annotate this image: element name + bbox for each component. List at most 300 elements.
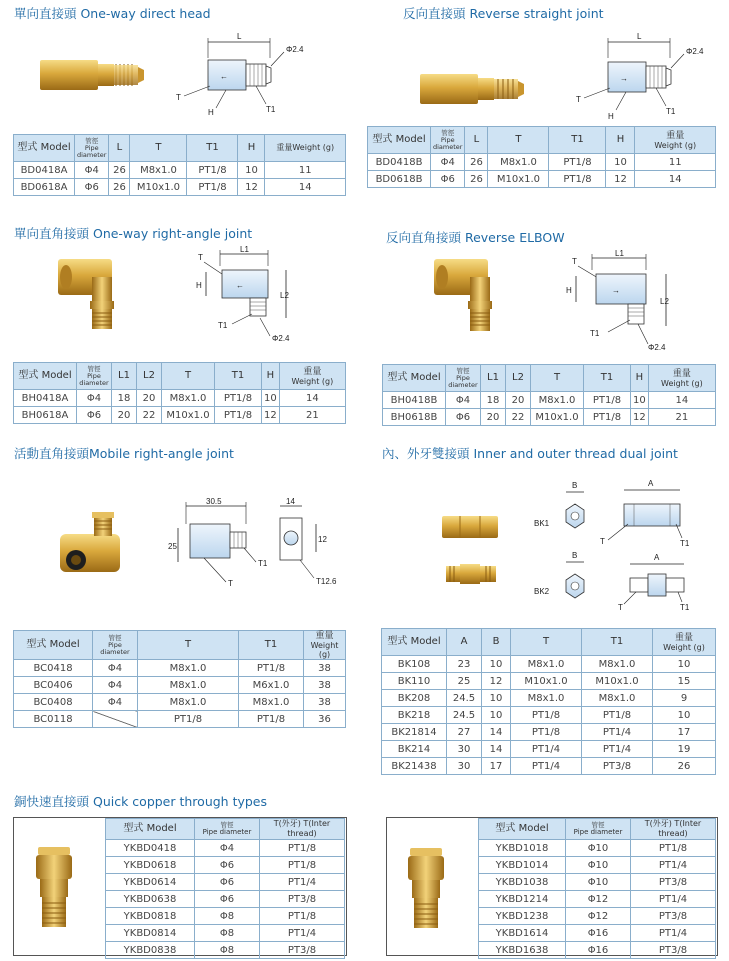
- table-cell: 19: [653, 741, 716, 758]
- dim-T1: T1: [666, 107, 676, 116]
- table-header-cell: [304, 631, 346, 660]
- header-label: Weight (g): [663, 642, 705, 652]
- table-header-cell: 型式 Model: [14, 363, 77, 390]
- dim-T1-2: T1: [680, 603, 690, 612]
- table-header-cell: T1: [549, 127, 606, 154]
- table-header-cell: 型式 Model: [368, 127, 431, 154]
- table-cell: PT1/4: [511, 741, 582, 758]
- dim-T: T: [176, 93, 181, 102]
- dim-H: H: [208, 108, 214, 117]
- table-cell: BD0418B: [368, 154, 431, 171]
- table-cell: BH0418B: [383, 392, 446, 409]
- table-row: [14, 694, 346, 711]
- one-way-right-angle-diagram: [192, 244, 302, 344]
- table-cell: 26: [465, 154, 488, 171]
- table-cell: PT1/8: [549, 171, 606, 188]
- table-cell: Φ4: [93, 677, 138, 694]
- dim-H: H: [196, 281, 202, 290]
- dim-phi: Φ2.4: [286, 45, 304, 54]
- table-row: [382, 656, 716, 673]
- table-cell: 25: [447, 673, 482, 690]
- table-cell: M8x1.0: [138, 677, 239, 694]
- table-row: [106, 942, 345, 959]
- table-cell: Φ10: [566, 874, 631, 891]
- table-cell: BK214: [382, 741, 447, 758]
- header-label: 管徑: [85, 136, 99, 145]
- table-row: [479, 891, 716, 908]
- dim-12: 12: [318, 535, 327, 544]
- table-header-cell: [77, 363, 112, 390]
- header-label: 管徑: [87, 364, 101, 373]
- table-header-cell: T: [138, 631, 239, 660]
- table-cell: M8x1.0: [130, 162, 187, 179]
- table-cell: Φ4: [93, 660, 138, 677]
- table-header-cell: [446, 365, 481, 392]
- table-header-cell: T1: [187, 135, 238, 162]
- table-cell: 14: [265, 179, 346, 196]
- table-header-cell: [279, 363, 345, 390]
- table-cell: Φ10: [566, 840, 631, 857]
- dim-T1: T1: [258, 559, 268, 568]
- table-cell: YKBD1014: [479, 857, 566, 874]
- table-row: [382, 707, 716, 724]
- table-cell: 10: [262, 390, 280, 407]
- table-header-cell: T: [511, 629, 582, 656]
- table-cell: YKBD0818: [106, 908, 195, 925]
- header-label: diameter: [448, 380, 478, 389]
- table-row: [14, 660, 346, 677]
- table-cell: M8x1.0: [138, 660, 239, 677]
- table-header-cell: 型式 Model: [383, 365, 446, 392]
- flow-arrow-icon: ←: [236, 281, 244, 290]
- table-cell: 18: [481, 392, 506, 409]
- table-cell: 26: [109, 162, 130, 179]
- table-cell: Φ6: [446, 409, 481, 426]
- section-title-quick-copper: 銅快速直接頭 Quick copper through types: [14, 794, 268, 809]
- table-row: [106, 840, 345, 857]
- table-cell: 10: [238, 162, 265, 179]
- mobile-right-angle-photo: [54, 508, 134, 583]
- table-cell: PT3/8: [260, 942, 345, 959]
- table-cell: 14: [482, 741, 511, 758]
- table-header-row: [479, 819, 716, 840]
- table-cell: BC0408: [14, 694, 93, 711]
- table-cell: YKBD1638: [479, 942, 566, 959]
- header-label: diameter: [433, 142, 463, 151]
- section-title-reverse-elbow: 反向直角接頭 Reverse ELBOW: [386, 230, 565, 245]
- header-label: 管徑: [591, 821, 605, 829]
- dim-B-2: B: [572, 551, 578, 560]
- table-header-cell: [631, 819, 716, 840]
- table-cell: PT1/4: [631, 925, 716, 942]
- table-cell: Φ4: [77, 390, 112, 407]
- dual-joint-photo: [438, 510, 504, 590]
- header-label: 重量Weight (g): [276, 143, 335, 152]
- table-cell: 15: [653, 673, 716, 690]
- table-cell: Φ6: [75, 179, 109, 196]
- section-title-reverse-straight: 反向直接頭 Reverse straight joint: [403, 6, 604, 21]
- header-label: 管徑: [220, 821, 234, 829]
- table-cell: YKBD1614: [479, 925, 566, 942]
- table-cell: PT1/8: [215, 407, 262, 424]
- table-cell: PT1/8: [584, 409, 631, 426]
- table-cell: Φ8: [195, 942, 260, 959]
- table-header-cell: L: [465, 127, 488, 154]
- table-header-cell: 型式 Model: [382, 629, 447, 656]
- table-cell: M6x1.0: [239, 677, 304, 694]
- header-label: diameter: [79, 378, 109, 387]
- reverse-elbow-photo: [430, 255, 520, 335]
- dim-L1: L1: [240, 245, 249, 254]
- table-cell: PT1/8: [511, 724, 582, 741]
- dim-L2: L2: [660, 297, 669, 306]
- table-row: [479, 874, 716, 891]
- table-cell: YKBD0418: [106, 840, 195, 857]
- dim-30-5: 30.5: [206, 497, 222, 506]
- table-cell: YKBD1238: [479, 908, 566, 925]
- table-cell: 38: [304, 660, 346, 677]
- table-cell: M10x1.0: [130, 179, 187, 196]
- table-row: [14, 677, 346, 694]
- table-header-cell: 型式 Model: [14, 135, 75, 162]
- table-cell: PT1/8: [584, 392, 631, 409]
- table-header-cell: T: [162, 363, 215, 390]
- header-label: 管徑: [441, 128, 455, 137]
- table-row: [14, 179, 346, 196]
- table-cell: M8x1.0: [162, 390, 215, 407]
- table-header-cell: [260, 819, 345, 840]
- table-cell: PT1/4: [582, 741, 653, 758]
- dim-L1: L1: [615, 249, 624, 258]
- table-row: [106, 925, 345, 942]
- table-header-cell: H: [606, 127, 635, 154]
- header-label: Weight (g): [310, 641, 339, 659]
- table-cell: BH0618B: [383, 409, 446, 426]
- table-header-cell: T1: [215, 363, 262, 390]
- dim-T: T: [576, 95, 581, 104]
- dim-L: L: [237, 32, 242, 41]
- header-label: T(外牙) T(Inter thread): [273, 819, 331, 838]
- table-cell: 20: [112, 407, 137, 424]
- table-row: [368, 171, 716, 188]
- table-cell: Φ8: [195, 925, 260, 942]
- table-cell: BK21438: [382, 758, 447, 775]
- table-cell: M10x1.0: [162, 407, 215, 424]
- table-cell: YKBD0814: [106, 925, 195, 942]
- table-cell: 12: [631, 409, 649, 426]
- table-cell: 10: [482, 690, 511, 707]
- table-header-cell: H: [631, 365, 649, 392]
- table-cell: PT1/8: [549, 154, 606, 171]
- table-header-row: [14, 135, 346, 162]
- table-row: [106, 857, 345, 874]
- table-header-cell: L: [109, 135, 130, 162]
- dim-T: T: [198, 253, 203, 262]
- header-label: 重量: [315, 631, 334, 641]
- table-cell: 26: [109, 179, 130, 196]
- table-row: [479, 840, 716, 857]
- table-cell: BD0418A: [14, 162, 75, 179]
- table-cell: 26: [653, 758, 716, 775]
- table-cell: 20: [481, 409, 506, 426]
- table-cell: YKBD0618: [106, 857, 195, 874]
- table-cell: Φ4: [93, 694, 138, 711]
- table-row: [382, 673, 716, 690]
- table-cell: BC0418: [14, 660, 93, 677]
- table-cell: Φ6: [195, 874, 260, 891]
- table-cell: YKBD1018: [479, 840, 566, 857]
- dim-14: 14: [286, 497, 295, 506]
- table-header-cell: B: [482, 629, 511, 656]
- dim-T1: T1: [218, 321, 228, 330]
- table-header-cell: T1: [584, 365, 631, 392]
- header-label: Pipe: [84, 143, 99, 152]
- table-row: [479, 942, 716, 959]
- table-header-cell: L2: [506, 365, 531, 392]
- header-label: 管徑: [456, 366, 470, 375]
- table-cell: Φ4: [446, 392, 481, 409]
- table-cell: YKBD0838: [106, 942, 195, 959]
- table-cell: Φ6: [431, 171, 465, 188]
- table-cell: 12: [238, 179, 265, 196]
- table-cell: Φ12: [566, 908, 631, 925]
- table-cell: 10: [606, 154, 635, 171]
- table-cell: PT1/8: [239, 711, 304, 728]
- table-cell: M8x1.0: [239, 694, 304, 711]
- reverse-elbow-table: [382, 364, 716, 426]
- one-way-right-angle-table: [13, 362, 346, 424]
- table-cell: BH0618A: [14, 407, 77, 424]
- header-label: Weight (g): [661, 378, 703, 388]
- mobile-right-angle-table: [13, 630, 346, 728]
- table-cell: M10x1.0: [488, 171, 549, 188]
- table-cell: 14: [635, 171, 716, 188]
- header-label: Pipe: [456, 373, 470, 382]
- table-cell: 24.5: [447, 690, 482, 707]
- dim-L2: L2: [280, 291, 289, 300]
- table-cell: YKBD1214: [479, 891, 566, 908]
- table-cell: YKBD1038: [479, 874, 566, 891]
- table-cell: 10: [482, 656, 511, 673]
- header-label: diameter: [77, 150, 107, 159]
- table-cell: PT1/8: [631, 840, 716, 857]
- table-cell: Φ6: [77, 407, 112, 424]
- one-way-right-angle-photo: [48, 255, 138, 335]
- reverse-straight-table: [367, 126, 716, 188]
- dim-A-1: A: [648, 479, 654, 488]
- table-row: [106, 874, 345, 891]
- table-cell: 23: [447, 656, 482, 673]
- table-cell: PT1/8: [260, 908, 345, 925]
- table-cell: 9: [653, 690, 716, 707]
- table-cell: M10x1.0: [511, 673, 582, 690]
- table-row: [14, 162, 346, 179]
- one-way-direct-photo: [38, 50, 148, 100]
- table-cell: Φ16: [566, 942, 631, 959]
- table-cell: YKBD0614: [106, 874, 195, 891]
- table-header-row: [383, 365, 716, 392]
- table-header-cell: T: [488, 127, 549, 154]
- table-cell: PT3/8: [631, 874, 716, 891]
- section-title-one-way-direct: 單向直接頭 One-way direct head: [14, 6, 211, 21]
- table-cell: 22: [506, 409, 531, 426]
- dim-A-2: A: [654, 553, 660, 562]
- dim-T-1: T: [600, 537, 605, 546]
- dim-B-1: B: [572, 481, 578, 490]
- table-cell: 11: [265, 162, 346, 179]
- table-cell: M8x1.0: [138, 694, 239, 711]
- table-row: [382, 741, 716, 758]
- table-cell: Φ16: [566, 925, 631, 942]
- table-row: [14, 407, 346, 424]
- table-header-cell: [566, 819, 631, 840]
- table-header-row: [14, 631, 346, 660]
- reverse-straight-diagram: [570, 30, 704, 122]
- table-header-row: [368, 127, 716, 154]
- table-header-cell: [653, 629, 716, 656]
- flow-arrow-icon: →: [612, 286, 620, 295]
- table-cell: 21: [279, 407, 345, 424]
- table-row: [382, 724, 716, 741]
- table-cell: 30: [447, 758, 482, 775]
- quick-copper-table-right: [478, 818, 716, 959]
- table-header-row: [382, 629, 716, 656]
- table-header-cell: [265, 135, 346, 162]
- dim-T1-1: T1: [680, 539, 690, 548]
- table-cell: M8x1.0: [488, 154, 549, 171]
- table-header-cell: [93, 631, 138, 660]
- table-row: [368, 154, 716, 171]
- table-cell: PT1/8: [187, 162, 238, 179]
- dim-T-2: T: [618, 603, 623, 612]
- table-cell: 30: [447, 741, 482, 758]
- table-cell: YKBD0638: [106, 891, 195, 908]
- header-label: 重量: [303, 366, 322, 377]
- one-way-direct-diagram: [170, 28, 304, 118]
- section-title-one-way-right-angle: 單向直角接頭 One-way right-angle joint: [14, 226, 253, 241]
- header-label: 重量: [672, 368, 691, 379]
- header-label: 重量: [666, 130, 685, 141]
- table-cell: 12: [482, 673, 511, 690]
- dual-joint-diagram: [530, 476, 710, 616]
- table-header-cell: [648, 365, 715, 392]
- table-row: [106, 891, 345, 908]
- table-cell: 17: [653, 724, 716, 741]
- table-cell: PT3/8: [582, 758, 653, 775]
- header-label: Pipe diameter: [202, 828, 252, 836]
- table-cell: 17: [482, 758, 511, 775]
- table-header-cell: H: [238, 135, 265, 162]
- one-way-direct-table: [13, 134, 346, 196]
- table-row: [382, 758, 716, 775]
- table-cell: PT1/8: [511, 707, 582, 724]
- table-header-cell: T: [130, 135, 187, 162]
- quick-copper-photo-right: [404, 846, 448, 934]
- table-cell: 12: [262, 407, 280, 424]
- table-cell: 26: [465, 171, 488, 188]
- table-header-cell: [195, 819, 260, 840]
- flow-arrow-icon: →: [620, 74, 628, 83]
- table-header-cell: 型式 Model: [106, 819, 195, 840]
- table-cell: M8x1.0: [582, 656, 653, 673]
- dual-joint-table: [381, 628, 716, 775]
- table-cell: BD0618A: [14, 179, 75, 196]
- table-cell: M8x1.0: [511, 690, 582, 707]
- table-cell: 20: [506, 392, 531, 409]
- section-title-mobile-right-angle: 活動直角接頭Mobile right-angle joint: [14, 446, 234, 461]
- mobile-right-angle-diagram: [160, 494, 360, 594]
- table-cell: PT3/8: [260, 891, 345, 908]
- section-title-dual-joint: 內、外牙雙接頭 Inner and outer thread dual joint: [382, 446, 678, 461]
- table-cell: PT1/4: [511, 758, 582, 775]
- table-cell: 14: [648, 392, 715, 409]
- table-cell: PT1/4: [631, 857, 716, 874]
- table-cell: [93, 711, 138, 728]
- table-row: [382, 690, 716, 707]
- table-cell: Φ12: [566, 891, 631, 908]
- table-cell: PT3/8: [631, 942, 716, 959]
- table-cell: BH0418A: [14, 390, 77, 407]
- flow-arrow-icon: ←: [220, 72, 228, 81]
- table-cell: M10x1.0: [531, 409, 584, 426]
- table-cell: Φ4: [75, 162, 109, 179]
- bk2-label: BK2: [534, 587, 550, 596]
- table-row: [14, 711, 346, 728]
- reverse-elbow-diagram: [562, 246, 682, 356]
- table-cell: PT1/4: [631, 891, 716, 908]
- header-label: Weight (g): [291, 376, 334, 386]
- dim-H: H: [566, 286, 572, 295]
- table-header-cell: T1: [239, 631, 304, 660]
- table-cell: PT1/8: [260, 857, 345, 874]
- table-cell: 14: [482, 724, 511, 741]
- table-cell: 14: [279, 390, 345, 407]
- dim-phi: Φ2.4: [272, 334, 290, 343]
- table-cell: BK21814: [382, 724, 447, 741]
- table-header-cell: T: [531, 365, 584, 392]
- table-cell: BK218: [382, 707, 447, 724]
- header-label: 管徑: [108, 633, 122, 642]
- table-row: [479, 908, 716, 925]
- table-header-row: [14, 363, 346, 390]
- table-cell: 27: [447, 724, 482, 741]
- table-cell: 22: [137, 407, 162, 424]
- table-row: [383, 409, 716, 426]
- table-cell: 10: [653, 707, 716, 724]
- table-cell: PT1/4: [260, 874, 345, 891]
- dim-T1: T1: [590, 329, 600, 338]
- table-header-cell: T1: [582, 629, 653, 656]
- dim-T12-6: T12.6: [316, 577, 337, 586]
- header-label: Pipe: [440, 135, 455, 144]
- table-header-cell: A: [447, 629, 482, 656]
- table-cell: 10: [653, 656, 716, 673]
- table-cell: 10: [631, 392, 649, 409]
- header-label: Pipe: [87, 371, 101, 380]
- table-cell: PT1/8: [239, 660, 304, 677]
- table-row: [479, 925, 716, 942]
- table-cell: Φ10: [566, 857, 631, 874]
- table-cell: BC0118: [14, 711, 93, 728]
- table-cell: BC0406: [14, 677, 93, 694]
- table-cell: 38: [304, 694, 346, 711]
- table-cell: 21: [648, 409, 715, 426]
- reverse-straight-photo: [418, 64, 528, 114]
- header-label: Pipe: [108, 640, 122, 649]
- table-cell: 10: [482, 707, 511, 724]
- table-cell: PT1/8: [138, 711, 239, 728]
- dim-T: T: [572, 257, 577, 266]
